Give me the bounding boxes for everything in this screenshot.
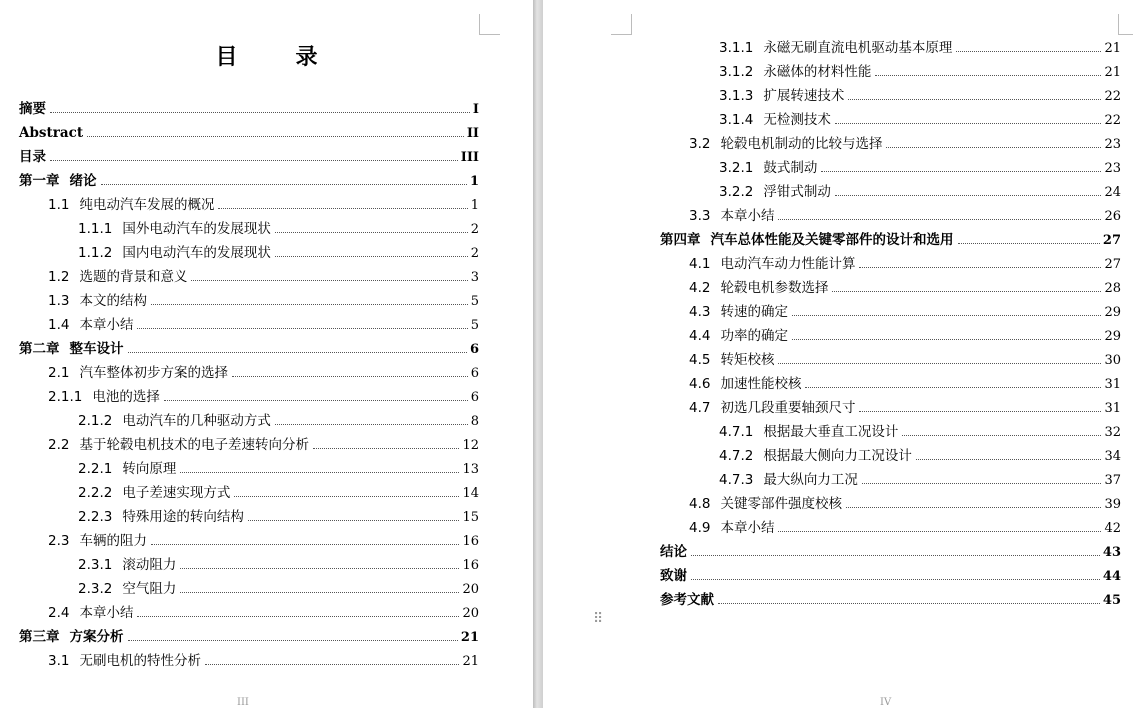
toc-entry-line [48,313,479,338]
toc-dot-leader [956,51,1101,52]
toc-entry-title: 整车设计 [69,341,124,357]
toc-entry-line [689,516,1121,541]
toc-entry-page: 5 [470,318,479,333]
toc-entry[interactable] [19,602,479,626]
toc-entry-page: 21 [462,654,479,669]
toc-entry-page: 45 [1102,593,1121,608]
toc-entry-number: 1.2 [48,269,70,285]
toc-entry-title: 本章小结 [720,520,775,536]
toc-entry-number: 4.7 [689,400,711,416]
toc-entry-page: 5 [470,294,479,309]
toc-dot-leader [875,75,1101,76]
toc-entry-page: 21 [460,630,479,645]
toc-entry-number: 2.2.1 [78,461,113,477]
toc-entry-line [660,564,1121,589]
toc-entry-line [78,241,479,266]
page-number-footer: IV [880,697,892,708]
toc-entry-line [19,97,479,122]
toc-entry-page: 27 [1104,257,1121,272]
toc-entry-page: 16 [462,534,479,549]
toc-entry-page: 6 [470,390,479,405]
toc-entry-title: 特殊用途的转向结构 [122,509,244,525]
toc-dot-leader [128,640,458,641]
toc-entry[interactable] [19,458,479,482]
toc-entry[interactable] [660,229,1121,253]
toc-entry-number: 2.1.2 [78,413,113,429]
toc-entry-line [689,324,1121,349]
toc-entry-title: 轮毂电机参数选择 [720,280,829,296]
toc-entry[interactable] [19,530,479,554]
toc-entry[interactable] [19,218,479,242]
toc-entry-title: 绪论 [69,173,97,189]
toc-entry[interactable] [19,266,479,290]
toc-dot-leader [218,208,467,209]
toc-entry[interactable] [19,314,479,338]
toc-entry-title: 转向原理 [122,461,177,477]
toc-entry-line [19,145,479,170]
toc-dot-leader [859,267,1101,268]
toc-entry[interactable] [660,133,1121,157]
toc-entry-number: 第三章 [19,629,60,645]
toc-entry[interactable] [660,37,1121,61]
toc-entry-line [78,481,479,506]
toc-dot-leader [164,400,468,401]
toc-entry-page: 29 [1104,329,1121,344]
toc-entry[interactable] [660,277,1121,301]
toc-entry-title: 鼓式制动 [763,160,818,176]
toc-entry-number: 4.9 [689,520,711,536]
toc-dot-leader [234,496,459,497]
toc-entry-number: 第二章 [19,341,60,357]
toc-entry-title: 空气阻力 [122,581,177,597]
toc-entry-title: 摘要 [19,101,46,117]
toc-entry-title: Abstract [19,125,84,141]
toc-entry-page: 26 [1104,209,1121,224]
toc-entry[interactable] [19,578,479,602]
toc-entry[interactable] [19,554,479,578]
toc-entry-number: 1.4 [48,317,70,333]
toc-entry-line [660,228,1121,253]
toc-entry[interactable] [660,301,1121,325]
toc-entry-title: 转矩校核 [720,352,775,368]
document-page-right [543,0,1133,708]
toc-entry-page: 43 [1102,545,1121,560]
toc-entry-title: 最大纵向力工况 [763,472,858,488]
toc-entry[interactable] [19,194,479,218]
toc-entry-page: 3 [470,270,479,285]
toc-entry-line [689,492,1121,517]
page-gutter [533,0,543,708]
drag-handle-icon[interactable]: ⠿ [593,611,605,627]
toc-entry-page: 44 [1102,569,1121,584]
toc-entry-number: 3.1.4 [719,112,754,128]
toc-entry-line [19,625,479,650]
toc-entry-line [719,60,1121,85]
toc-entry-number: 2.3.1 [78,557,113,573]
toc-entry-number: 第一章 [19,173,60,189]
toc-entry[interactable] [19,386,479,410]
toc-entry-title: 电动汽车动力性能计算 [720,256,856,272]
toc-dot-leader [691,579,1100,580]
toc-entry-line [689,204,1121,229]
toc-dot-leader [191,280,467,281]
toc-entry-title: 加速性能校核 [720,376,802,392]
toc-entry-line [48,385,479,410]
toc-entry-page: 28 [1104,281,1121,296]
toc-dot-leader [835,123,1102,124]
toc-dot-leader [313,448,459,449]
toc-entry[interactable] [660,373,1121,397]
toc-entry-line [48,529,479,554]
toc-entry-line [78,577,479,602]
toc-entry-number: 1.1.2 [78,245,113,261]
toc-entry-title: 根据最大垂直工况设计 [763,424,899,440]
toc-entry-line [19,169,479,194]
toc-entry-title: 功率的确定 [720,328,788,344]
toc-entry[interactable] [19,482,479,506]
toc-entry[interactable] [660,253,1121,277]
toc-entry-number: 1.1 [48,197,70,213]
toc-entry-page: 31 [1104,377,1121,392]
toc-dot-leader [137,616,459,617]
toc-entry-number: 4.8 [689,496,711,512]
toc-entry-page: 22 [1104,89,1121,104]
toc-entry[interactable] [19,242,479,266]
toc-entry-title: 浮钳式制动 [763,184,831,200]
page-number-footer: III [237,697,249,708]
toc-entry-title: 滚动阻力 [122,557,177,573]
toc-entry-line [719,108,1121,133]
toc-entry-page: 8 [470,414,479,429]
toc-entry-page: 34 [1104,449,1121,464]
toc-entry-title: 电动汽车的几种驱动方式 [122,413,271,429]
toc-dot-leader [691,555,1100,556]
toc-dot-leader [886,147,1101,148]
toc-dot-leader [101,184,467,185]
toc-entry-line [48,265,479,290]
toc-entry[interactable] [660,397,1121,421]
toc-dot-leader [275,256,468,257]
toc-entry-title: 纯电动汽车发展的概况 [79,197,215,213]
toc-entry-title: 选题的背景和意义 [79,269,188,285]
toc-entry-number: 4.7.3 [719,472,754,488]
toc-entry-number: 2.2.2 [78,485,113,501]
toc-entry-number: 2.1.1 [48,389,83,405]
toc-dot-leader [180,592,459,593]
toc-entry[interactable] [660,157,1121,181]
toc-entry-number: 4.7.2 [719,448,754,464]
toc-entry-title: 根据最大侧向力工况设计 [763,448,912,464]
toc-entry-title: 转速的确定 [720,304,788,320]
toc-entry-number: 2.3 [48,533,70,549]
toc-entry[interactable] [19,650,479,674]
toc-dot-leader [835,195,1102,196]
toc-dot-leader [151,544,459,545]
toc-dot-leader [718,603,1100,604]
toc-dot-leader [248,520,460,521]
toc-entry[interactable] [660,421,1121,445]
toc-dot-leader [821,171,1101,172]
toc-entry-page: 21 [1104,41,1121,56]
toc-title: 目 录 [215,45,336,70]
toc-dot-leader [792,315,1101,316]
document-page-left [0,0,533,708]
toc-entry[interactable] [19,146,479,170]
toc-entry-line [689,372,1121,397]
toc-entry-number: 3.1.1 [719,40,754,56]
toc-entry-page: III [460,150,479,165]
toc-dot-leader [50,160,458,161]
toc-entry[interactable] [660,493,1121,517]
toc-entry-page: 21 [1104,65,1121,80]
toc-entry-number: 3.1.2 [719,64,754,80]
toc-entry-number: 4.4 [689,328,711,344]
toc-dot-leader [778,363,1101,364]
toc-entry-page: 15 [462,510,479,525]
toc-entry-line [78,553,479,578]
toc-dot-leader [232,376,468,377]
toc-entry-line [719,156,1121,181]
toc-entry-title: 汽车整体初步方案的选择 [79,365,228,381]
toc-entry-number: 3.2.1 [719,160,754,176]
toc-entry-title: 国内电动汽车的发展现状 [122,245,271,261]
toc-entry-page: 23 [1104,137,1121,152]
toc-entry-title: 扩展转速技术 [763,88,845,104]
toc-entry-line [48,361,479,386]
toc-entry-line [48,193,479,218]
toc-entry[interactable] [660,205,1121,229]
toc-entry-line [719,444,1121,469]
toc-entry-line [660,540,1121,565]
toc-entry-title: 参考文献 [660,592,714,608]
toc-entry-title: 本文的结构 [79,293,147,309]
toc-entry-line [719,84,1121,109]
toc-entry-page: 30 [1104,353,1121,368]
toc-entry-number: 3.3 [689,208,711,224]
toc-entry[interactable] [660,85,1121,109]
toc-dot-leader [805,387,1101,388]
toc-entry-page: 23 [1104,161,1121,176]
toc-entry-number: 2.1 [48,365,70,381]
toc-entry-page: 32 [1104,425,1121,440]
toc-entry-number: 4.3 [689,304,711,320]
toc-dot-leader [275,232,468,233]
toc-entry-line [689,276,1121,301]
toc-entry-page: 1 [470,198,479,213]
toc-dot-leader [180,568,459,569]
toc-entry-number: 2.2.3 [78,509,113,525]
toc-entry-line [719,36,1121,61]
toc-list-left [19,98,479,674]
toc-entry-page: 27 [1102,233,1121,248]
toc-entry[interactable] [660,349,1121,373]
toc-entry-title: 无刷电机的特性分析 [79,653,201,669]
toc-entry-title: 本章小结 [79,317,134,333]
toc-dot-leader [275,424,468,425]
toc-entry-line [78,457,479,482]
toc-dot-leader [859,411,1101,412]
toc-entry[interactable] [19,626,479,650]
toc-entry-number: 3.1 [48,653,70,669]
toc-entry-title: 电池的选择 [92,389,160,405]
toc-entry[interactable] [660,469,1121,493]
toc-entry-title: 永磁无刷直流电机驱动基本原理 [763,40,953,56]
toc-entry-number: 4.5 [689,352,711,368]
toc-entry-line [48,289,479,314]
toc-entry[interactable] [19,362,479,386]
toc-entry[interactable] [660,109,1121,133]
toc-entry-page: II [466,126,479,141]
toc-list-right [660,37,1121,613]
toc-entry-line [48,649,479,674]
toc-dot-leader [128,352,467,353]
toc-dot-leader [916,459,1102,460]
toc-entry-page: 6 [470,366,479,381]
toc-entry[interactable] [660,589,1121,613]
toc-entry-title: 国外电动汽车的发展现状 [122,221,271,237]
toc-entry[interactable] [19,122,479,146]
toc-entry-title: 关键零部件强度校核 [720,496,842,512]
toc-entry-title: 初选几段重要轴颈尺寸 [720,400,856,416]
toc-entry-page: 6 [469,342,479,357]
toc-entry-page: 42 [1104,521,1121,536]
toc-entry-number: 3.2.2 [719,184,754,200]
toc-dot-leader [50,112,470,113]
toc-entry[interactable] [19,338,479,362]
toc-entry-title: 永磁体的材料性能 [763,64,872,80]
toc-entry-page: 22 [1104,113,1121,128]
toc-entry-number: 2.3.2 [78,581,113,597]
toc-entry-line [689,348,1121,373]
toc-entry-line [719,420,1121,445]
page-corner-mark [611,14,632,35]
toc-entry-page: 20 [462,606,479,621]
toc-entry-title: 本章小结 [79,605,134,621]
toc-entry-number: 第四章 [660,232,701,248]
toc-entry-title: 目录 [19,149,46,165]
toc-dot-leader [862,483,1102,484]
toc-entry-title: 车辆的阻力 [79,533,147,549]
toc-entry-title: 本章小结 [720,208,775,224]
toc-entry-line [719,468,1121,493]
toc-dot-leader [848,99,1101,100]
toc-entry-page: 12 [462,438,479,453]
toc-entry-page: 24 [1104,185,1121,200]
toc-entry-number: 4.7.1 [719,424,754,440]
page-corner-mark [1118,14,1133,35]
toc-entry-number: 2.4 [48,605,70,621]
toc-entry-line [689,396,1121,421]
toc-entry-line [689,252,1121,277]
toc-entry-page: 39 [1104,497,1121,512]
toc-entry-page: 13 [462,462,479,477]
toc-dot-leader [778,531,1101,532]
toc-entry-line [48,433,479,458]
toc-dot-leader [180,472,459,473]
toc-entry-line [78,217,479,242]
toc-entry-page: 20 [462,582,479,597]
toc-dot-leader [792,339,1101,340]
toc-entry-title: 方案分析 [69,629,124,645]
toc-entry[interactable] [19,434,479,458]
toc-entry-title: 轮毂电机制动的比较与选择 [720,136,883,152]
toc-entry[interactable] [19,506,479,530]
page-corner-mark [479,14,500,35]
toc-entry-line [689,132,1121,157]
toc-entry-number: 1.3 [48,293,70,309]
toc-entry[interactable] [660,445,1121,469]
toc-dot-leader [778,219,1101,220]
toc-entry-page: 1 [469,174,479,189]
toc-entry[interactable] [660,517,1121,541]
toc-entry[interactable] [19,98,479,122]
toc-dot-leader [87,136,464,137]
toc-entry-number: 4.6 [689,376,711,392]
toc-entry[interactable] [19,290,479,314]
toc-entry-page: 29 [1104,305,1121,320]
toc-entry-line [78,505,479,530]
toc-entry-number: 4.2 [689,280,711,296]
toc-entry[interactable] [19,410,479,434]
toc-entry[interactable] [660,325,1121,349]
toc-entry[interactable] [660,61,1121,85]
toc-entry-line [48,601,479,626]
toc-entry-title: 电子差速实现方式 [122,485,231,501]
toc-entry-page: 2 [470,222,479,237]
toc-entry-number: 4.1 [689,256,711,272]
toc-entry[interactable] [660,181,1121,205]
toc-entry-line [78,409,479,434]
toc-entry-page: 16 [462,558,479,573]
toc-entry-number: 1.1.1 [78,221,113,237]
toc-entry-page: 31 [1104,401,1121,416]
toc-entry[interactable] [660,541,1121,565]
toc-entry-page: 37 [1104,473,1121,488]
toc-entry-number: 3.2 [689,136,711,152]
toc-entry[interactable] [660,565,1121,589]
toc-dot-leader [902,435,1101,436]
toc-dot-leader [832,291,1101,292]
toc-entry-title: 无检测技术 [763,112,831,128]
toc-entry-line [689,300,1121,325]
toc-entry-title: 结论 [660,544,687,560]
toc-entry-line [719,180,1121,205]
toc-entry-line [19,337,479,362]
toc-dot-leader [205,664,459,665]
toc-entry-title: 致谢 [660,568,687,584]
toc-entry-title: 汽车总体性能及关键零部件的设计和选用 [710,232,954,248]
toc-dot-leader [846,507,1101,508]
toc-entry-line [19,121,479,146]
toc-dot-leader [137,328,467,329]
toc-entry-page: 14 [462,486,479,501]
toc-entry-page: I [472,102,479,117]
toc-dot-leader [958,243,1100,244]
toc-entry[interactable] [19,170,479,194]
toc-entry-line [660,588,1121,613]
toc-dot-leader [151,304,468,305]
toc-entry-page: 2 [470,246,479,261]
toc-entry-number: 3.1.3 [719,88,754,104]
toc-entry-title: 基于轮毂电机技术的电子差速转向分析 [79,437,309,453]
toc-entry-number: 2.2 [48,437,70,453]
